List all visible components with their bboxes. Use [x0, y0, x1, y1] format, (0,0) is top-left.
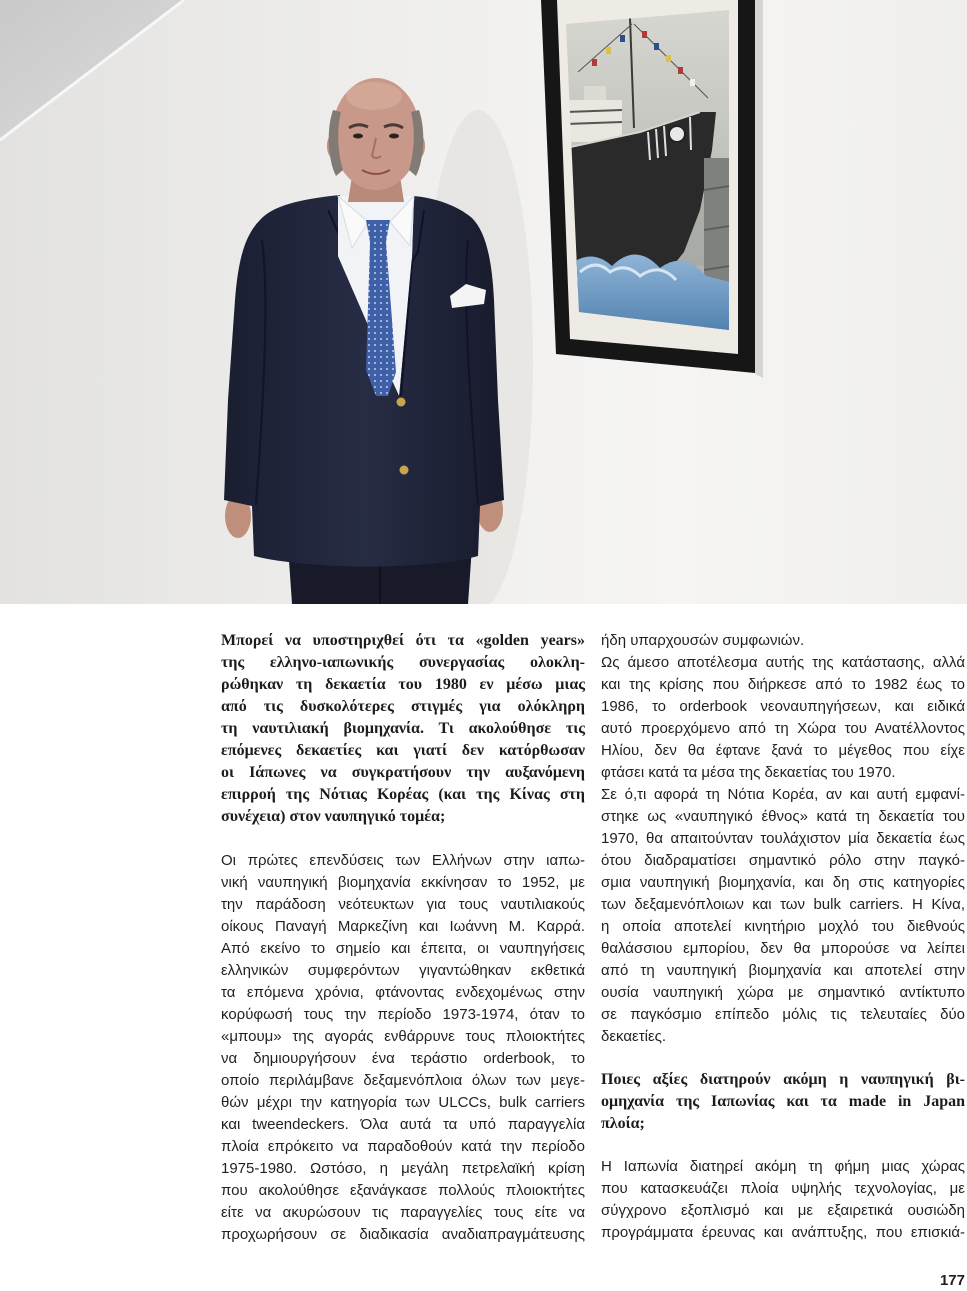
left-eye	[353, 134, 363, 139]
body-text-line: σμια ναυπηγική βιομηχανία, και δη στις κατηγορίες	[601, 874, 965, 891]
body-text-line: να δημιουργήσουν ένα τεράστιο orderbook, το	[221, 1050, 585, 1067]
question-line: τη ναυτιλιακή βιομηχανία. Τι ακολούθησε τις	[221, 720, 585, 737]
body-text-line: νική ναυπηγική βιομηχανία εκκίνησαν το 1952, με	[221, 874, 585, 891]
right-eye	[389, 134, 399, 139]
body-text-line: Ηλίου, δεν θα έφτανε ξανά το μέγεθος που είχε	[601, 742, 965, 759]
interview-question	[221, 630, 585, 828]
answer-paragraph	[601, 630, 965, 652]
answer-paragraph	[601, 652, 965, 784]
body-text-line: Σε ό,τι αφορά τη Νότια Κορέα, αν και αυτή εμφανί-	[601, 786, 965, 803]
tie-knot	[366, 220, 390, 242]
body-text-line: 1986, το orderbook νεοναυπηγήσεων, και ειδικά	[601, 698, 965, 715]
frame-shadow	[754, 0, 763, 378]
body-text-line: ήδη υπαρχουσών συμφωνιών.	[601, 632, 805, 649]
jacket-button	[397, 398, 406, 407]
question-line: ρώθηκαν τη δεκαετία του 1980 εν μέσω μιας	[221, 676, 585, 693]
body-text-line: οποίο περιλάμβανε δεξαμενόπλοια όλων των μεγε-	[221, 1072, 585, 1089]
jacket-button	[400, 466, 409, 475]
question-line: συνέχεια) στον ναυπηγικό τομέα;	[221, 808, 446, 825]
body-text-line: δεκαετίες.	[601, 1028, 667, 1045]
body-text-line: Από εκείνο το σημείο και έπειτα, οι ναυπηγήσεις	[221, 940, 585, 957]
body-text-line: σύγχρονο εξοπλισμό και με εξαιρετικά ουσιώδη	[601, 1202, 965, 1219]
body-text-line: πλοία επρόκειτο να παραδοθούν κατά την περίοδο	[221, 1138, 585, 1155]
body-text-line: Οι πρώτες επενδύσεις των Ελλήνων στην ιαπω-	[221, 852, 585, 869]
body-text-line: θαλάσσιου εμπορίου, δεν θα μπορούσε να λείπει	[601, 940, 965, 957]
answer-paragraph	[601, 1156, 965, 1244]
page-number: 177	[939, 1272, 965, 1289]
body-text-line: Η Ιαπωνία διατηρεί ακόμη τη φήμη μιας χώρας	[601, 1158, 965, 1175]
body-text-line: αυτό προερχόμενο από τη Χώρα του Ανατέλλοντος	[601, 720, 965, 737]
body-text-line: 1970, θα απαιτούνταν τουλάχιστον μία δεκαετία έως	[601, 830, 965, 847]
body-text-line: τα επόμενα χρόνια, φτάνοντας ενδεχομένως στην	[221, 984, 585, 1001]
question-line: Ποιες αξίες διατηρούν ακόμη η ναυπηγική βι-	[601, 1071, 965, 1088]
body-text-line: είτε να ακυρώσουν τις παραγγελίες τους είτε να	[221, 1204, 585, 1221]
ship-emblem	[669, 126, 685, 142]
interview-question	[601, 1069, 965, 1135]
question-line: πλοία;	[601, 1115, 645, 1132]
answer-paragraph	[221, 850, 585, 1246]
body-text-line: και της κρίσης που διήρκεσε από το 1982 έως το	[601, 676, 965, 693]
question-line: από τις δυσκολότερες στιγμές για ολόκληρη	[221, 698, 585, 715]
body-text-line: Ως άμεσο αποτέλεσμα αυτής της κατάστασης, αλλά	[601, 654, 965, 671]
left-column	[221, 630, 585, 1246]
body-text-line: που κατασκευάζει πλοία υψηλής τεχνολογίας, με	[601, 1180, 965, 1197]
body-text-line: φτάσει κατά τα μέσα της δεκαετίας του 1970.	[601, 764, 896, 781]
body-text-line: ουσία ναυπηγική χώρα με σημαντικό αντίκτυπο	[601, 984, 965, 1001]
body-text-line: η οποία αποτελεί κινητήριο μοχλό του διεθνούς	[601, 918, 965, 935]
body-text-line: την παράδοση νεότευκτων για τους ναυτιλιακούς	[221, 896, 585, 913]
answer-paragraph	[601, 784, 965, 1048]
portrait-photo-illustration	[0, 0, 967, 604]
body-text-line: προγράμματα έρευνας και ανάπτυξης, που επισκιά-	[601, 1224, 965, 1241]
body-text-line: ότου διαδραματίσει σημαντικό ρόλο στην παγκό-	[601, 852, 965, 869]
body-text-line: οίκους Παναγή Μαρκεζίνη και Ιωάννη Μ. Καρρά.	[221, 918, 585, 935]
body-text-line: κορύφωσή τους την περίοδο 1973-1974, όταν το	[221, 1006, 585, 1023]
body-text-line: «μπουμ» της αγοράς ενθάρρυνε τους πλοιοκτήτες	[221, 1028, 585, 1045]
question-line: της ελληνο-ιαπωνικής συνεργασίας ολοκλη-	[221, 654, 585, 671]
right-column	[601, 630, 965, 1244]
question-line: οι Ιάπωνες να συγκρατήσουν την αυξανόμενη	[221, 764, 585, 781]
body-text-line: και tweendeckers. Όλα αυτά τα υπό παραγγελία	[221, 1116, 585, 1133]
body-text-line: θών μέχρι την κατηγορία των ULCCs, bulk carriers	[221, 1094, 585, 1111]
head-highlight	[346, 82, 402, 110]
body-text-line: σε παγκόσμιο επίπεδο μόλις τις τελευταίες δύο	[601, 1006, 965, 1023]
body-text-line: των δεξαμενόπλοιων και των bulk carriers. Η Κίνα,	[601, 896, 965, 913]
body-text-line: 1975-1980. Ωστόσο, η μεγάλη πετρελαϊκή κρίση	[221, 1160, 585, 1177]
body-text-line: προχωρήσουν σε διαδικασία αναδιαπραγμάτευσης	[221, 1226, 585, 1243]
question-line: επιρροή της Νότιας Κορέας (και της Κίνας στη	[221, 786, 585, 803]
question-line: Μπορεί να υποστηριχθεί ότι τα «golden years»	[221, 632, 585, 649]
body-text-line: από τη ναυπηγική βιομηχανία και αποτελεί στην	[601, 962, 965, 979]
portrait-photo	[0, 0, 967, 604]
question-line: ομηχανία της Ιαπωνίας και τα made in Japan	[601, 1093, 965, 1110]
body-text-line: που ακολούθησε εξανάγκασε πολλούς πλοιοκτήτες	[221, 1182, 585, 1199]
body-text-line: ελληνικών συμφερόντων γιγαντώθηκαν εκθετικά	[221, 962, 585, 979]
question-line: επόμενες δεκαετίες και γιατί δεν κατόρθωσαν	[221, 742, 585, 759]
body-text-line: στηκε ως «ναυπηγικό έθνος» κατά τη δεκαετία του	[601, 808, 965, 825]
ship-print	[560, 0, 736, 340]
